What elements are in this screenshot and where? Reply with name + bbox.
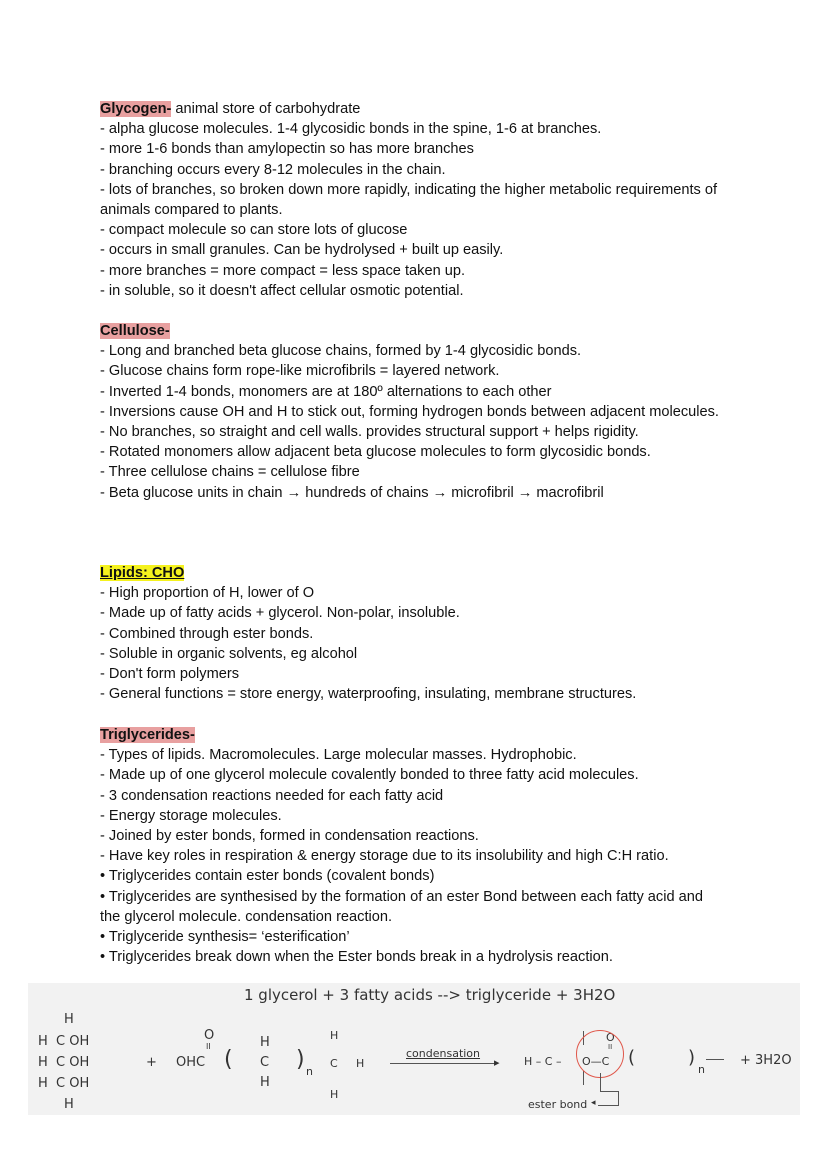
list-item: - more branches = more compact = less space taken up. [100, 262, 466, 279]
cellulose-heading: Cellulose- [100, 323, 170, 339]
glycerol-row: H C OH [38, 1034, 90, 1049]
ester-o-c: O—C [582, 1055, 610, 1068]
list-item: - Combined through ester bonds. [100, 625, 314, 642]
list-item: - Beta glucose units in chain → hundreds of chains → microfibril → macrofibril [100, 484, 604, 501]
lipids-section [100, 563, 720, 704]
list-item: - occurs in small granules. Can be hydrolysed + built up easily. [100, 242, 504, 259]
triglycerides-heading: Triglycerides- [100, 727, 195, 743]
list-item: - Made up of one glycerol molecule covalently bonded to three fatty acid molecules. [100, 767, 639, 784]
list-item: - Have key roles in respiration & energy storage due to its insolubility and high C:H ratio. [100, 848, 669, 865]
list-item: - Long and branched beta glucose chains, formed by 1-4 glycosidic bonds. [100, 343, 582, 360]
glycerol-bottom-h: H [64, 1097, 74, 1112]
list-item: • Triglyceride synthesis= ‘esterification’ [100, 929, 350, 946]
list-item: - High proportion of H, lower of O [100, 585, 315, 602]
ester-bond-circle [576, 1030, 624, 1078]
methyl-h-bottom: H [330, 1088, 339, 1101]
product-carbonyl-o: O [606, 1031, 615, 1044]
list-item: - 3 condensation reactions needed for each fatty acid [100, 787, 444, 804]
glycogen-intro: animal store of carbohydrate [171, 101, 361, 117]
list-item: - more 1-6 bonds than amylopectin so has more branches [100, 141, 474, 158]
list-item: - Three cellulose chains = cellulose fibre [100, 464, 360, 481]
bond-line [706, 1059, 724, 1060]
product-close-paren: ) [688, 1047, 696, 1068]
ester-pointer-line [600, 1091, 618, 1092]
chain-h-top: H [260, 1035, 270, 1050]
list-item: - Energy storage molecules. [100, 807, 282, 824]
list-item: • Triglycerides contain ester bonds (covalent bonds) [100, 868, 435, 885]
glycerol-row: H C OH [38, 1076, 90, 1091]
list-item: • Triglycerides break down when the Ester bonds break in a hydrolysis reaction. [100, 949, 613, 966]
glycerol-top-h: H [64, 1012, 74, 1027]
chain-c: C [260, 1055, 270, 1070]
ester-pointer-line [598, 1105, 619, 1106]
list-item: • Triglycerides are synthesised by the formation of an ester Bond between each fatty acid and the glycerol molecule. condensation reaction. [100, 888, 703, 925]
list-item: - No branches, so straight and cell walls. provides structural support + helps rigidity. [100, 424, 639, 441]
glycogen-section [100, 99, 720, 301]
chain-h-bottom: H [260, 1075, 270, 1090]
list-item: - Inverted 1-4 bonds, monomers are at 180º alternations to each other [100, 383, 552, 400]
bond-line [583, 1071, 584, 1085]
product-subscript-n: n [698, 1063, 705, 1076]
open-paren: ( [224, 1047, 233, 1072]
list-item: - General functions = store energy, waterproofing, insulating, membrane structures. [100, 686, 637, 703]
product-double-bond: II [608, 1043, 613, 1051]
lipids-heading: Lipids: CHO [100, 565, 185, 581]
list-item: - compact molecule so can store lots of glucose [100, 222, 408, 239]
double-bond: II [206, 1042, 211, 1051]
list-item: - Glucose chains form rope-like microfibrils = layered network. [100, 363, 500, 380]
list-item: - Types of lipids. Macromolecules. Large molecular masses. Hydrophobic. [100, 747, 577, 764]
close-paren: ) [296, 1047, 305, 1072]
list-item: - Inversions cause OH and H to stick out, forming hydrogen bonds between adjacent molecules. [100, 403, 719, 420]
list-item: - alpha glucose molecules. 1-4 glycosidic bonds in the spine, 1-6 at branches. [100, 121, 602, 138]
list-item: - Don't form polymers [100, 666, 240, 683]
product-left: H – C – [524, 1055, 562, 1068]
esterification-diagram [28, 983, 800, 1115]
carbonyl-o: O [204, 1028, 215, 1043]
diagram-title: 1 glycerol + 3 fatty acids --> triglyceride + 3H2O [244, 986, 616, 1004]
methyl-c: C [330, 1057, 338, 1070]
arrow-head-icon: ▸ [494, 1056, 500, 1069]
ester-pointer-line [600, 1073, 601, 1091]
product-water: + 3H2O [740, 1053, 792, 1068]
reaction-arrow [390, 1063, 498, 1064]
list-item: - branching occurs every 8-12 molecules in the chain. [100, 161, 446, 178]
product-open-paren: ( [628, 1047, 636, 1068]
glycogen-heading: Glycogen- [100, 101, 172, 117]
ohc-group: OHC [176, 1055, 206, 1070]
ester-bond-label: ester bond [528, 1098, 588, 1111]
subscript-n: n [306, 1065, 313, 1078]
list-item: - Rotated monomers allow adjacent beta glucose molecules to form glycosidic bonds. [100, 444, 651, 461]
arrow-label: condensation [406, 1047, 481, 1060]
list-item: - Joined by ester bonds, formed in condensation reactions. [100, 828, 479, 845]
list-item: - Made up of fatty acids + glycerol. Non-polar, insoluble. [100, 605, 460, 622]
glycerol-row: H C OH [38, 1055, 90, 1070]
methyl-h-right: H [356, 1057, 365, 1070]
ester-pointer-line [618, 1091, 619, 1105]
list-item: - in soluble, so it doesn't affect cellular osmotic potential. [100, 282, 464, 299]
glycogen-heading-line [100, 99, 720, 119]
plus-sign: + [146, 1055, 157, 1070]
list-item: - lots of branches, so broken down more rapidly, indicating the higher metabolic requirements of animals compared to plants. [100, 181, 718, 219]
list-item: - Soluble in organic solvents, eg alcohol [100, 645, 358, 662]
pointer-arrow-icon: ◂ [591, 1098, 596, 1108]
cellulose-section [100, 321, 720, 503]
methyl-h-top: H [330, 1029, 339, 1042]
triglycerides-section [100, 725, 720, 967]
